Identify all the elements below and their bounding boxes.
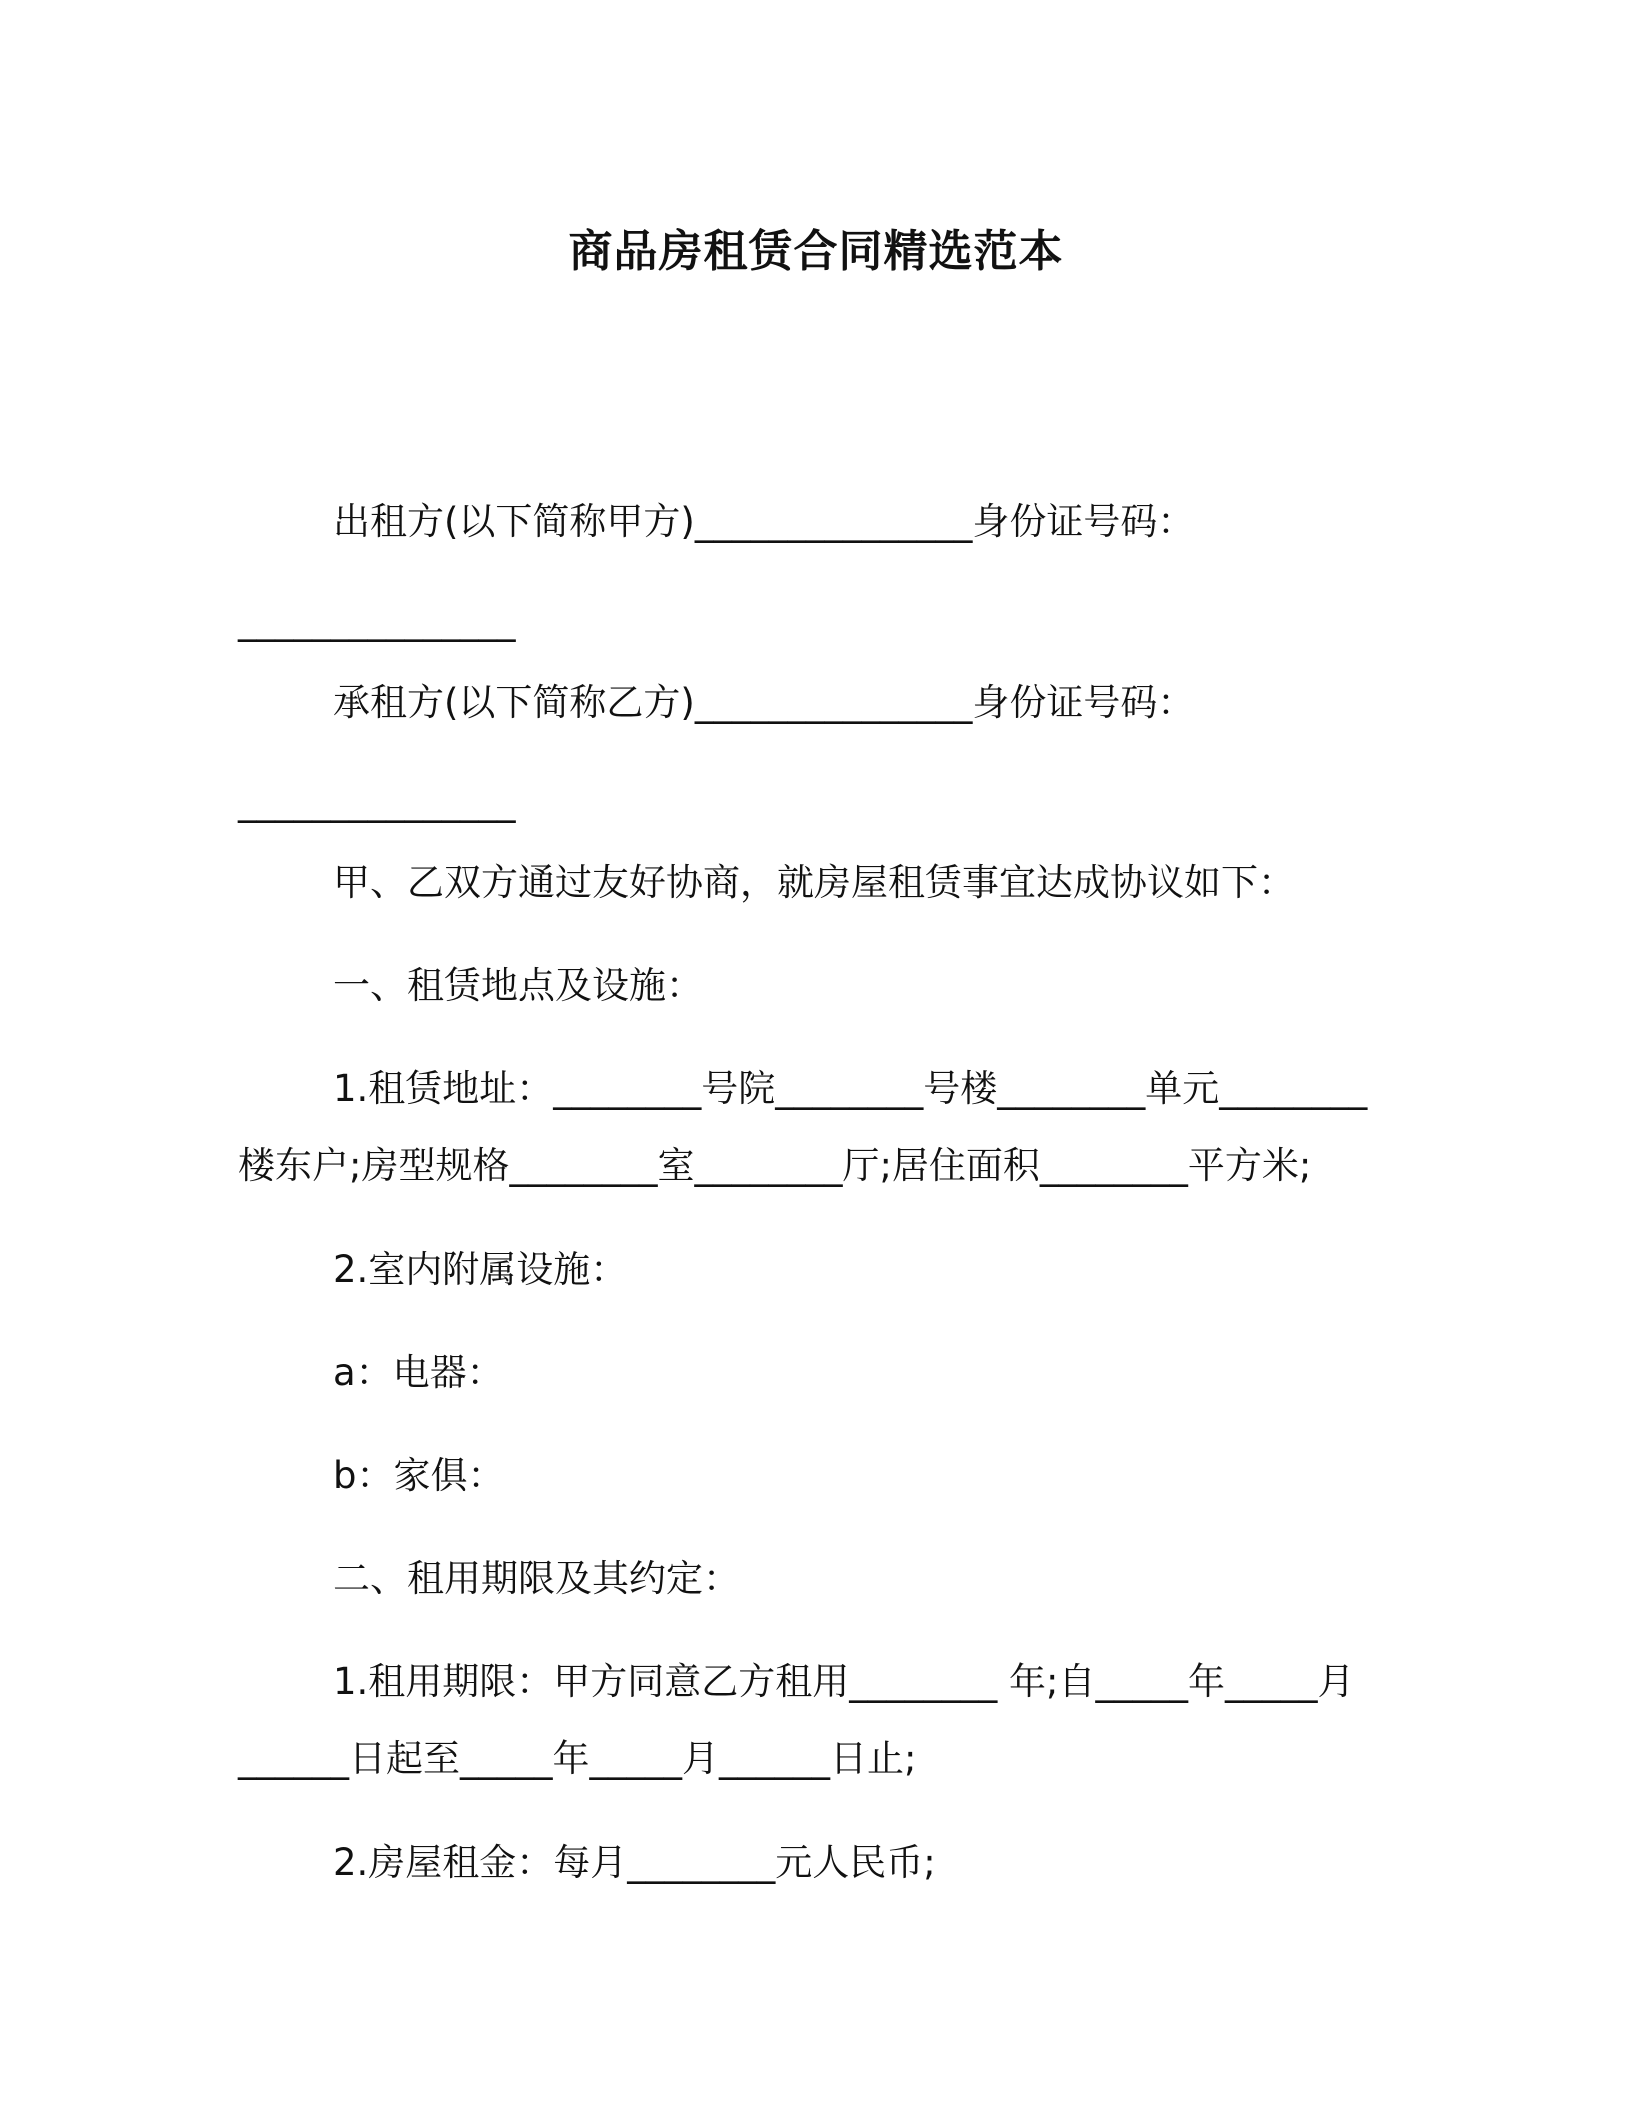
section-2-heading: 二、租用期限及其约定： xyxy=(333,1557,740,1600)
item-b-furniture: b：家俱： xyxy=(333,1454,505,1497)
lessor-id-blank: _______________ xyxy=(238,599,516,642)
agreement-intro: 甲、乙双方通过友好协商，就房屋租赁事宜达成协议如下： xyxy=(333,861,1295,904)
clause-1-2: 2.室内附属设施： xyxy=(333,1248,628,1291)
clause-1-1-line-2: 楼东户;房型规格________室________厅;居住面积________平方米; xyxy=(238,1144,1312,1187)
document-title: 商品房租赁合同精选范本 xyxy=(568,226,1064,277)
lessee-id-blank: _______________ xyxy=(238,780,516,823)
clause-2-2: 2.房屋租金：每月________元人民币; xyxy=(333,1841,936,1884)
clause-1-1-line-1: 1.租赁地址：________号院________号楼________单元________ xyxy=(333,1067,1368,1110)
lessor-line: 出租方(以下简称甲方)_______________身份证号码： xyxy=(333,500,1195,543)
lessee-line: 承租方(以下简称乙方)_______________身份证号码： xyxy=(333,681,1195,724)
section-1-heading: 一、租赁地点及设施： xyxy=(333,964,703,1007)
clause-2-1-line-2: ______日起至_____年_____月______日止; xyxy=(238,1737,917,1780)
item-a-appliances: a：电器： xyxy=(333,1351,504,1394)
clause-2-1-line-1: 1.租用期限：甲方同意乙方租用________ 年;自_____年_____月 xyxy=(333,1660,1355,1703)
